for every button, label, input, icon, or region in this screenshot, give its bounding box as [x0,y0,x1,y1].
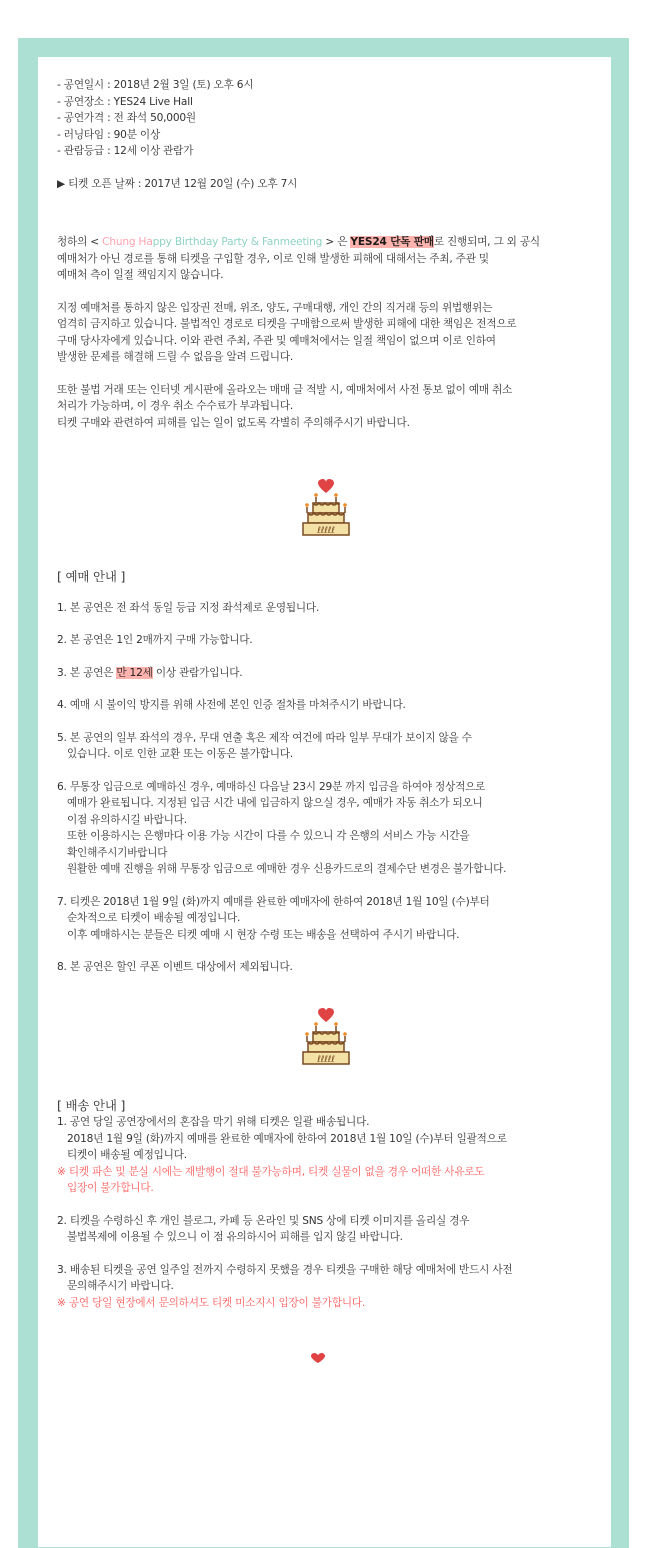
info-rating: - 관람등급 : 12세 이상 관람가 [57,145,194,157]
notice-illegal-resale [57,300,607,366]
notice3-line: 또한 불법 거래 또는 인터넷 게시판에 올라오는 매매 글 적발 시, 예매처에서 사전 통보 없이 예매 취소 [57,383,513,396]
delivery-heading: [ 배송 안내 ] [57,1097,126,1113]
booking-item-4: 4. 예매 시 불이익 방지를 위해 사전에 본인 인증 절차를 마쳐주시기 바랍니다. [57,699,406,711]
booking-item-6-line: 확인해주시기바랍니다 [67,846,168,859]
heart-icon [311,1353,325,1363]
booking-item-7-line: 순차적으로 티켓이 배송될 예정입니다. [67,912,241,924]
delivery-item-1-line: 티켓이 배송될 예정입니다. [67,1149,187,1161]
delivery-item-3-line: 문의해주시기 바랍니다. [67,1280,174,1292]
notice1-post: 로 진행되며, 그 외 공식 [433,236,540,248]
booking-item-7-line: 7. 티켓은 2018년 1월 9일 (화)까지 예매를 완료한 예매자에 한하여 2018년 1월 10일 (수)부터 [57,895,490,908]
booking-heading: [ 예매 안내 ] [57,569,126,584]
notice2-line: 지정 예매처를 통하지 않은 입장권 전매, 위조, 양도, 구매대행, 개인 간의 직거래 등의 위법행위는 [57,301,493,314]
delivery-item-1-line: 1. 공연 당일 공연장에서의 혼잡을 막기 위해 티켓은 일괄 배송됩니다. [57,1116,370,1128]
booking-item-6-line: 예매가 완료됩니다. 지정된 입금 시간 내에 입금하지 않으실 경우, 예매가 자동 취소가 되오니 [67,797,483,809]
cake-divider [57,479,607,539]
booking-item-8: 8. 본 공연은 할인 쿠폰 이벤트 대상에서 제외됩니다. [57,961,293,973]
notice-exclusive-sale [57,234,607,284]
svg-text:ℓℓℓℓℓ: ℓℓℓℓℓ [317,1054,335,1065]
booking-item-5-line: 있습니다. 이로 인한 교환 또는 이동은 불가합니다. [67,748,294,760]
delivery-guide [57,1098,607,1312]
booking-item-6 [57,779,607,878]
notice3-line: 티켓 구매와 관련하여 피해를 입는 일이 없도록 각별히 주의해주시기 바랍니다. [57,416,410,429]
event-title: ppy Birthday Party & Fanmeeting [152,236,323,248]
event-title-prefix: Chung Ha [102,236,153,248]
cake-divider-partial [57,1353,607,1373]
booking-item-5 [57,730,607,763]
booking-item-6-line: 또한 이용하시는 은행마다 이용 가능 시간이 다를 수 있으니 각 은행의 서비스 가능 시간을 [67,830,470,842]
info-runtime: - 러닝타임 : 90분 이상 [57,128,160,141]
booking-item-6-line: 원활한 예매 진행을 위해 무통장 입금으로 예매한 경우 신용카드로의 결제수단 변경은 불가합니다. [67,863,507,875]
booking-item-3-pre: 3. 본 공연은 [57,666,117,679]
booking-guide [57,569,607,976]
delivery-item-1 [57,1114,607,1164]
notice2-line: 구매 당사자에게 있습니다. 이와 관련 주최, 주관 및 예매처에서는 일절 책임이 없으며 이로 인하여 [57,334,496,347]
booking-item-3 [57,665,607,682]
booking-item-6-line: 이점 유의하시길 바랍니다. [67,813,187,826]
exclusive-sale-highlight: YES24 단독 판매 [350,236,434,248]
delivery-item-3-line: 3. 배송된 티켓을 공연 일주일 전까지 수령하지 못했을 경우 티켓을 구매한 해당 예매처에 반드시 사전 [57,1263,513,1276]
info-date: - 공연일시 : 2018년 2월 3일 (토) 오후 6시 [57,79,254,91]
birthday-cake-icon [299,1008,353,1068]
ticket-open-date: ▶ 티켓 오픈 날짜 : 2017년 12월 20일 (수) 오후 7시 [57,177,298,190]
delivery-warning-line: 입장이 불가합니다. [67,1182,154,1194]
notice-content [57,77,607,1373]
svg-text:ℓℓℓℓℓ: ℓℓℓℓℓ [317,526,335,536]
delivery-item-2-line: 불법복제에 이용될 수 있으니 이 점 유의하시어 피해를 입지 않길 바랍니다. [67,1231,403,1243]
performance-info [57,77,607,160]
delivery-item-2 [57,1213,607,1246]
booking-item-1: 1. 본 공연은 전 좌석 동일 등급 지정 좌석제로 운영됩니다. [57,601,320,614]
notice1-pre: 청하의 < [57,236,103,248]
booking-item-5-line: 5. 본 공연의 일부 좌석의 경우, 무대 연출 혹은 제작 여건에 따라 일부 무대가 보이지 않을 수 [57,731,472,744]
age-limit-highlight: 만 12세 [116,666,153,679]
delivery-item-1-line: 2018년 1월 9일 (화)까지 예매를 완료한 예매자에 한하여 2018년 1월 10일 (수)부터 일괄적으로 [67,1132,507,1145]
booking-item-3-post: 이상 관람가입니다. [152,666,243,679]
delivery-warning-1 [57,1164,607,1197]
cake-divider [57,1008,607,1068]
delivery-warning-line: ※ 티켓 파손 및 분실 시에는 재발행이 절대 불가능하며, 티켓 실물이 없을 경우 어떠한 사유로도 [57,1165,485,1178]
notice1-line2: 예매처가 아닌 경로를 통해 티켓을 구입할 경우, 이로 인해 발생한 피해에 대해서는 주최, 주관 및 [57,252,489,265]
delivery-item-3 [57,1262,607,1295]
delivery-warning-2: ※ 공연 당일 현장에서 문의하셔도 티켓 미소지시 입장이 불가합니다. [57,1296,366,1309]
delivery-item-2-line: 2. 티켓을 수령하신 후 개인 블로그, 카페 등 온라인 및 SNS 상에 티켓 이미지를 올리실 경우 [57,1214,470,1227]
notice2-line: 발생한 문제를 해결해 드릴 수 없음을 알려 드립니다. [57,351,294,363]
notice1-mid: > 은 [322,236,351,248]
info-price: - 공연가격 : 전 좌석 50,000원 [57,112,196,124]
notice-cancellation [57,382,607,432]
booking-item-6-line: 6. 무통장 입금으로 예매하신 경우, 예매하신 다음날 23시 29분 까지 입금을 하여야 정상적으로 [57,780,486,793]
info-venue: - 공연장소 : YES24 Live Hall [57,95,193,108]
birthday-cake-icon [299,479,353,539]
notice1-line3: 예매처 측이 일절 책임지지 않습니다. [57,269,224,281]
booking-item-2: 2. 본 공연은 1인 2매까지 구매 가능합니다. [57,634,253,646]
notice3-line: 처리가 가능하며, 이 경우 취소 수수료가 부과됩니다. [57,400,294,412]
notice2-line: 엄격히 금지하고 있습니다. 불법적인 경로로 티켓을 구매함으로써 발생한 피해에 대한 책임은 전적으로 [57,318,517,330]
booking-item-7-line: 이후 예매하시는 분들은 티켓 예매 시 현장 수령 또는 배송을 선택하여 주시기 바랍니다. [67,928,460,941]
booking-item-7 [57,894,607,944]
